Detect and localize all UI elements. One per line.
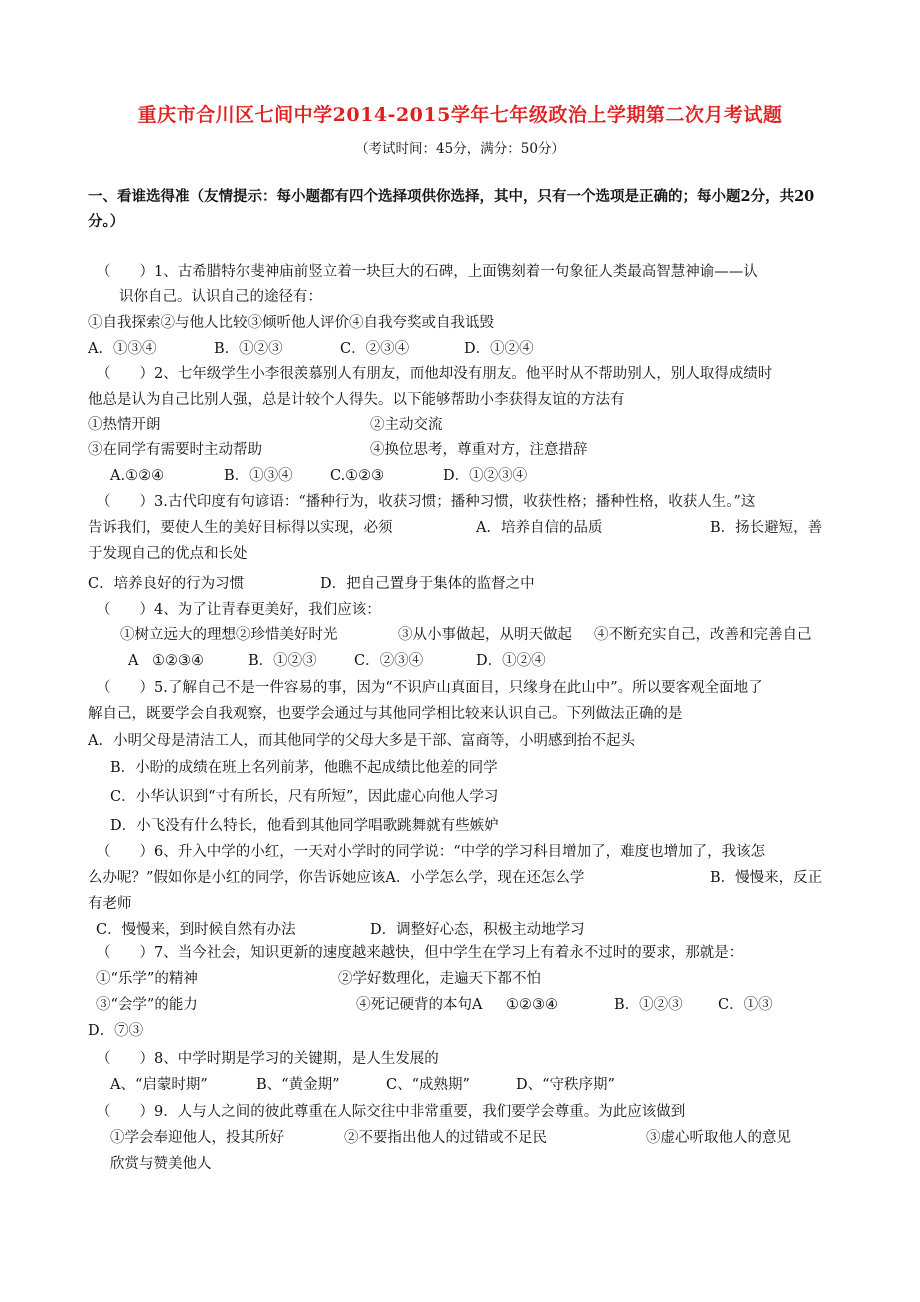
question-3-stem: （ ）3.古代印度有句谚语：“播种行为，收获习惯；播种习惯，收获性格；播种性格，收获人生。”这 <box>96 494 756 510</box>
option-a-label: A <box>128 653 139 669</box>
option-d: D．调整好心态，积极主动地学习 <box>370 922 585 938</box>
question-6-stem: （ ）6、升入中学的小红，一天对小学时的同学说：“中学的学习科目增加了，难度也增加了，我该怎 <box>96 844 766 860</box>
question-7-item-2: ②学好数理化，走遍天下都不怕 <box>338 971 541 987</box>
question-2-item-4: ④换位思考，尊重对方，注意措辞 <box>370 442 588 458</box>
option-b-cont: 有老师 <box>88 896 132 912</box>
option-d: D、“守秩序期” <box>516 1077 615 1093</box>
option-c: C．②③④ <box>354 653 424 669</box>
question-4-stem: （ ）4、为了让青春更美好，我们应该： <box>96 602 381 618</box>
question-2-item-2: ②主动交流 <box>370 417 443 433</box>
option-a: ①②③④ <box>506 997 558 1013</box>
option-c: C．小华认识到“寸有所长，尺有所短”，因此虚心向他人学习 <box>110 789 499 805</box>
option-d: D．①②④ <box>476 653 546 669</box>
question-9-stem: （ ）9．人与人之间的彼此尊重在人际交往中非常重要，我们要学会尊重。为此应该做到 <box>96 1104 686 1120</box>
question-6-stem-cont: 么办呢？”假如你是小红的同学，你告诉她应该A．小学怎么学，现在还怎么学 <box>88 870 585 886</box>
question-7-item-1: ①“乐学”的精神 <box>96 971 198 987</box>
option-b-cont: 于发现自己的优点和长处 <box>88 546 248 562</box>
question-5-stem-cont: 解自己，既要学会自我观察，也要学会通过与其他同学相比较来认识自己。下列做法正确的是 <box>88 706 683 722</box>
option-c: C．培养良好的行为习惯 <box>88 576 245 592</box>
option-b: B．①②③ <box>248 653 317 669</box>
option-b: B．①③④ <box>224 468 293 484</box>
option-d: D．把自己置身于集体的监督之中 <box>320 576 535 592</box>
option-a: A．①③④ <box>88 341 157 357</box>
option-b: B．慢慢来，反正 <box>710 870 823 886</box>
option-d: D．①②④ <box>464 341 534 357</box>
option-a: A、“启蒙时期” <box>110 1077 208 1093</box>
option-c: C．慢慢来，到时候自然有办法 <box>96 922 296 938</box>
question-4-items-1: ①树立远大的理想②珍惜美好时光 <box>120 627 338 643</box>
question-8-stem: （ ）8、中学时期是学习的关键期，是人生发展的 <box>96 1051 439 1067</box>
question-2-item-1: ①热情开朗 <box>88 417 161 433</box>
question-2-stem: （ ）2、七年级学生小李很羡慕别人有朋友，而他却没有朋友。他平时从不帮助别人，别人取得成绩时 <box>96 366 773 382</box>
option-d: D．⑦③ <box>88 1023 144 1039</box>
option-b: B．扬长避短，善 <box>710 520 823 536</box>
option-c: C．②③④ <box>340 341 410 357</box>
question-1-stem-cont: 识你自己。认识自己的途径有： <box>119 289 322 305</box>
option-b: B．①②③ <box>614 997 683 1013</box>
question-4-items-2: ③从小事做起，从明天做起 <box>398 627 572 643</box>
option-b: B．①②③ <box>214 341 283 357</box>
question-9-item-1: ①学会奉迎他人，投其所好 <box>110 1130 284 1146</box>
option-b: B．小盼的成绩在班上名列前茅，他瞧不起成绩比他差的同学 <box>110 760 498 776</box>
question-3-stem-cont: 告诉我们，要使人生的美好目标得以实现，必须 <box>88 520 393 536</box>
question-5-stem: （ ）5.了解自己不是一件容易的事，因为“不识庐山真面目，只缘身在此山中”。所以要客观全面地了 <box>96 680 763 696</box>
option-d: D．①②③④ <box>443 468 528 484</box>
question-9-item-3: ③虚心听取他人的意见 <box>646 1130 791 1146</box>
exam-info: （考试时间：45分，满分：50分） <box>355 141 565 157</box>
question-7-item-4: ④死记硬背的本句A <box>356 997 483 1013</box>
option-a: A．小明父母是清洁工人，而其他同学的父母大多是干部、富商等，小明感到抬不起头 <box>88 733 635 749</box>
option-a: A.①②④ <box>110 468 165 484</box>
question-7-stem: （ ）7、当今社会，知识更新的速度越来越快，但中学生在学习上有着永不过时的要求，那就是： <box>96 945 744 961</box>
question-9-item-4: 欣赏与赞美他人 <box>110 1156 212 1172</box>
option-a: A．培养自信的品质 <box>476 520 603 536</box>
option-b: B、“黄金期” <box>256 1077 340 1093</box>
option-d: D．小飞没有什么特长，他看到其他同学唱歌跳舞就有些嫉妒 <box>110 818 499 834</box>
question-2-stem-cont: 他总是认为自己比别人强，总是计较个人得失。以下能够帮助小李获得友谊的方法有 <box>88 392 625 408</box>
option-c: C.①②③ <box>330 468 385 484</box>
option-c: C、“成熟期” <box>386 1077 470 1093</box>
option-c: C．①③ <box>718 997 773 1013</box>
question-1-stem: （ ）1、古希腊特尔斐神庙前竖立着一块巨大的石碑，上面镌刻着一句象征人类最高智慧神谕——认 <box>96 264 758 280</box>
question-4-items-3: ④不断充实自己，改善和完善自己 <box>594 627 812 643</box>
question-7-item-3: ③“会学”的能力 <box>96 997 198 1013</box>
section-heading: 一、看谁选得准（友情提示：每小题都有四个选择项供你选择，其中，只有一个选项是正确的；每小题2分，共20分。） <box>88 188 815 230</box>
question-9-item-2: ②不要指出他人的过错或不足民 <box>344 1130 547 1146</box>
option-a: ①②③④ <box>152 653 204 669</box>
question-1-items: ①自我探索②与他人比较③倾听他人评价④自我夸奖或自我诋毁 <box>88 315 494 331</box>
page-title: 重庆市合川区七间中学2014-2015学年七年级政治上学期第二次月考试题 <box>137 104 783 126</box>
question-2-item-3: ③在同学有需要时主动帮助 <box>88 442 262 458</box>
